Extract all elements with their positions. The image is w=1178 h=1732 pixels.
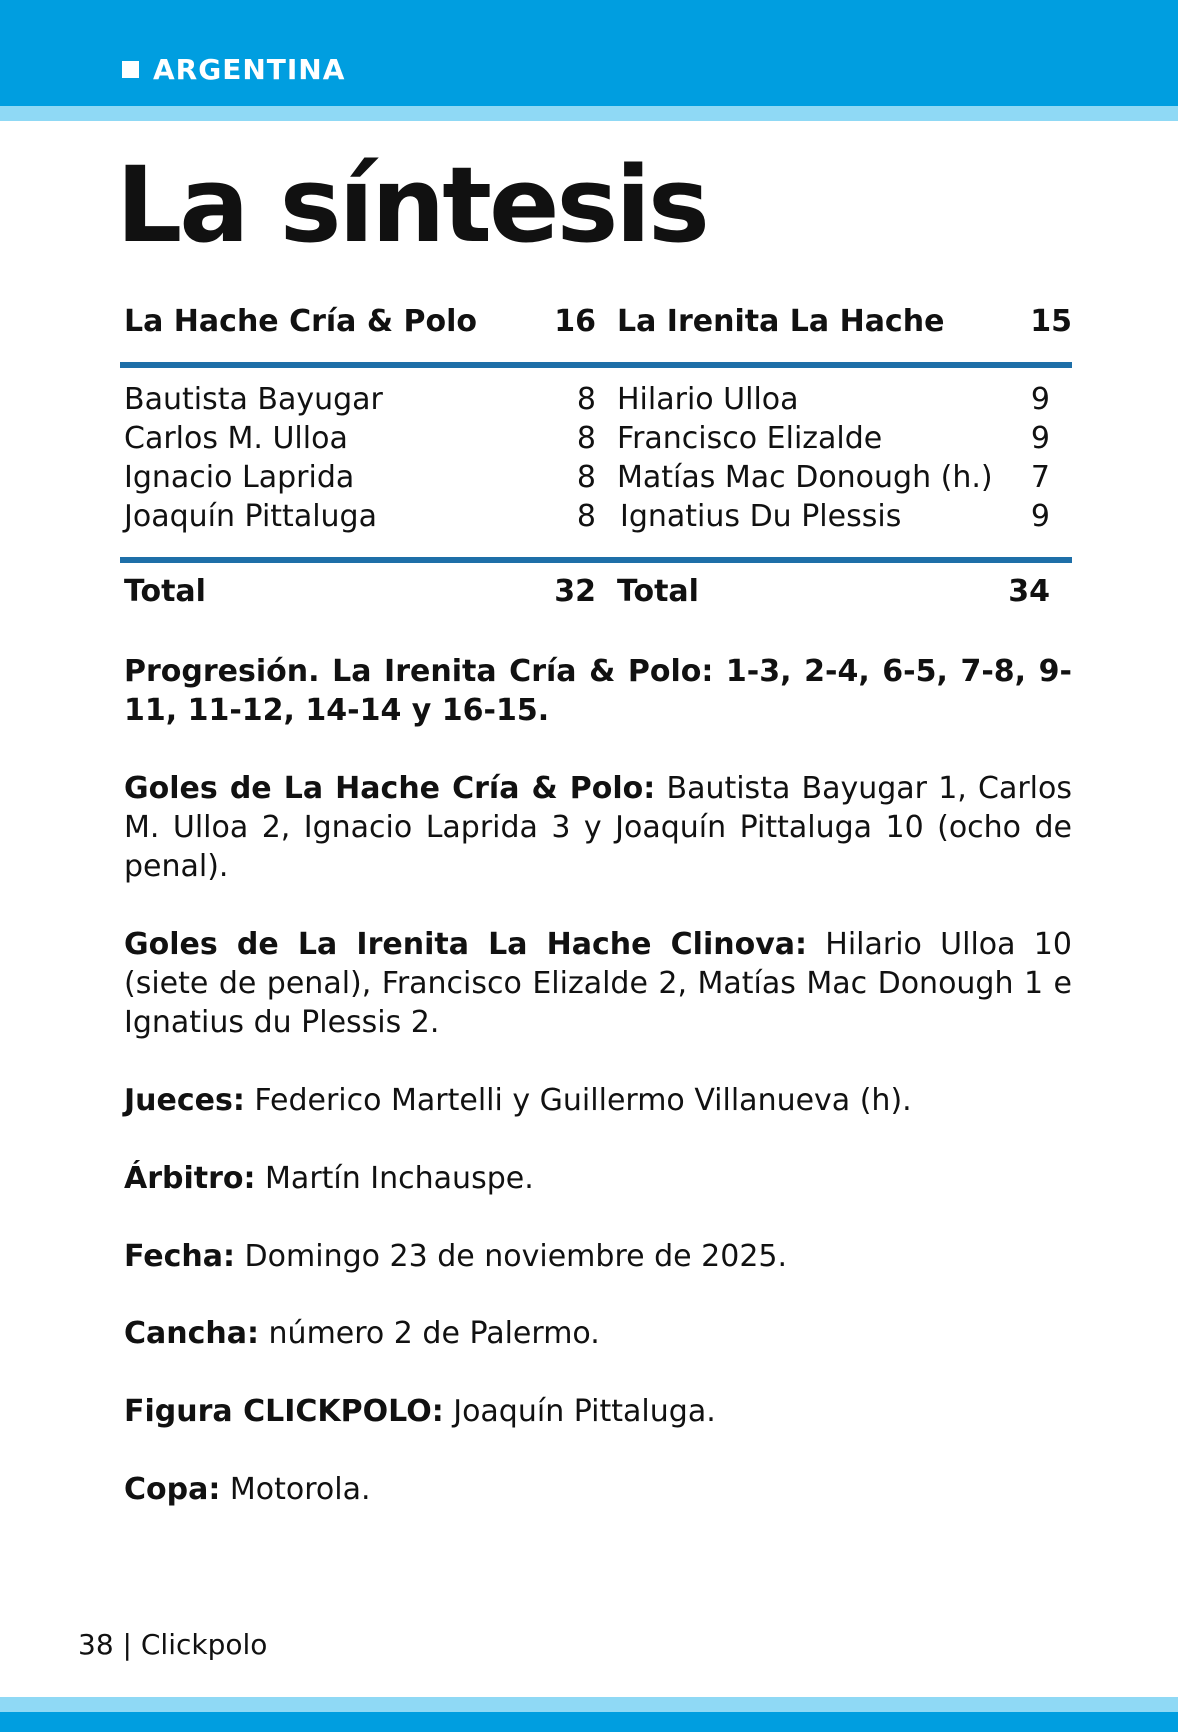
player-row [124,460,1072,502]
player-row [124,421,1072,463]
away-player-name: Francisco Elizalde [617,421,883,456]
away-player-name: Hilario Ulloa [617,382,799,417]
cancha-label: Cancha: [124,1316,259,1351]
away-player-handicap: 9 [1030,382,1050,417]
figura-label: Figura CLICKPOLO: [124,1394,444,1429]
home-total-value: 32 [554,574,596,609]
arbitro-line [124,1159,1072,1198]
home-player-handicap: 8 [576,421,596,456]
cancha-line [124,1314,1072,1353]
table-rule-top [120,362,1072,368]
page-footer: 38 | Clickpolo [78,1628,268,1661]
goles-away-paragraph [124,925,1072,1042]
figura-text: Joaquín Pittaluga. [443,1394,716,1429]
away-player-handicap: 9 [1030,499,1050,534]
home-player-name: Ignacio Laprida [124,460,355,495]
goles-away-text: Hilario Ulloa 10 (siete de penal), Francisco Elizalde 2, Matías Mac Donough 1 e Ignatius du Plessis 2. [124,927,1072,1040]
teams-header-row [124,304,1072,346]
home-player-handicap: 8 [576,382,596,417]
jueces-line [124,1081,1072,1120]
table-rule-bottom [120,557,1072,563]
section-label [122,53,345,86]
away-total-value: 34 [1008,574,1050,609]
away-player-name: Ignatius Du Plessis [620,499,902,534]
square-bullet-icon [122,61,139,78]
fecha-label: Fecha: [124,1239,236,1274]
player-row [124,499,1072,541]
away-player-handicap: 7 [1030,460,1050,495]
copa-label: Copa: [124,1472,221,1507]
home-player-name: Joaquín Pittaluga [124,499,377,534]
away-total-label: Total [617,574,699,609]
home-player-handicap: 8 [576,499,596,534]
footer-bar [0,1712,1178,1732]
away-player-handicap: 9 [1030,421,1050,456]
arbitro-label: Árbitro: [124,1161,256,1196]
fecha-line [124,1237,1072,1276]
away-team-name: La Irenita La Hache [617,304,945,339]
home-player-name: Bautista Bayugar [124,382,383,417]
home-player-name: Carlos M. Ulloa [124,421,348,456]
copa-text: Motorola. [220,1472,371,1507]
goles-home-paragraph [124,769,1072,886]
section-name: ARGENTINA [153,53,346,86]
progresion-paragraph [124,652,1072,730]
copa-line [124,1470,1072,1509]
cancha-text: número 2 de Palermo. [259,1316,600,1351]
home-total-label: Total [124,574,206,609]
header-stripe [0,106,1178,121]
figura-line [124,1392,1072,1431]
jueces-label: Jueces: [124,1083,245,1118]
jueces-text: Federico Martelli y Guillermo Villanueva (h). [244,1083,912,1118]
home-player-handicap: 8 [576,460,596,495]
arbitro-text: Martín Inchauspe. [255,1161,534,1196]
goles-home-label: Goles de La Hache Cría & Polo: [124,771,656,806]
footer-stripe [0,1697,1178,1712]
goles-home-text: Bautista Bayugar 1, Carlos M. Ulloa 2, Ignacio Laprida 3 y Joaquín Pittaluga 10 (ocho de penal). [124,771,1072,884]
page-title: La síntesis [116,144,707,266]
away-player-name: Matías Mac Donough (h.) [617,460,993,495]
fecha-text: Domingo 23 de noviembre de 2025. [235,1239,788,1274]
player-row [124,382,1072,424]
goles-away-label: Goles de La Irenita La Hache Clinova: [124,927,808,962]
totals-row [124,574,1072,616]
progresion-text: Progresión. La Irenita Cría & Polo: 1-3, 2-4, 6-5, 7-8, 9-11, 11-12, 14-14 y 16-15. [124,654,1072,728]
away-team-score: 15 [1030,304,1072,339]
home-team-name: La Hache Cría & Polo [124,304,477,339]
home-team-score: 16 [554,304,596,339]
